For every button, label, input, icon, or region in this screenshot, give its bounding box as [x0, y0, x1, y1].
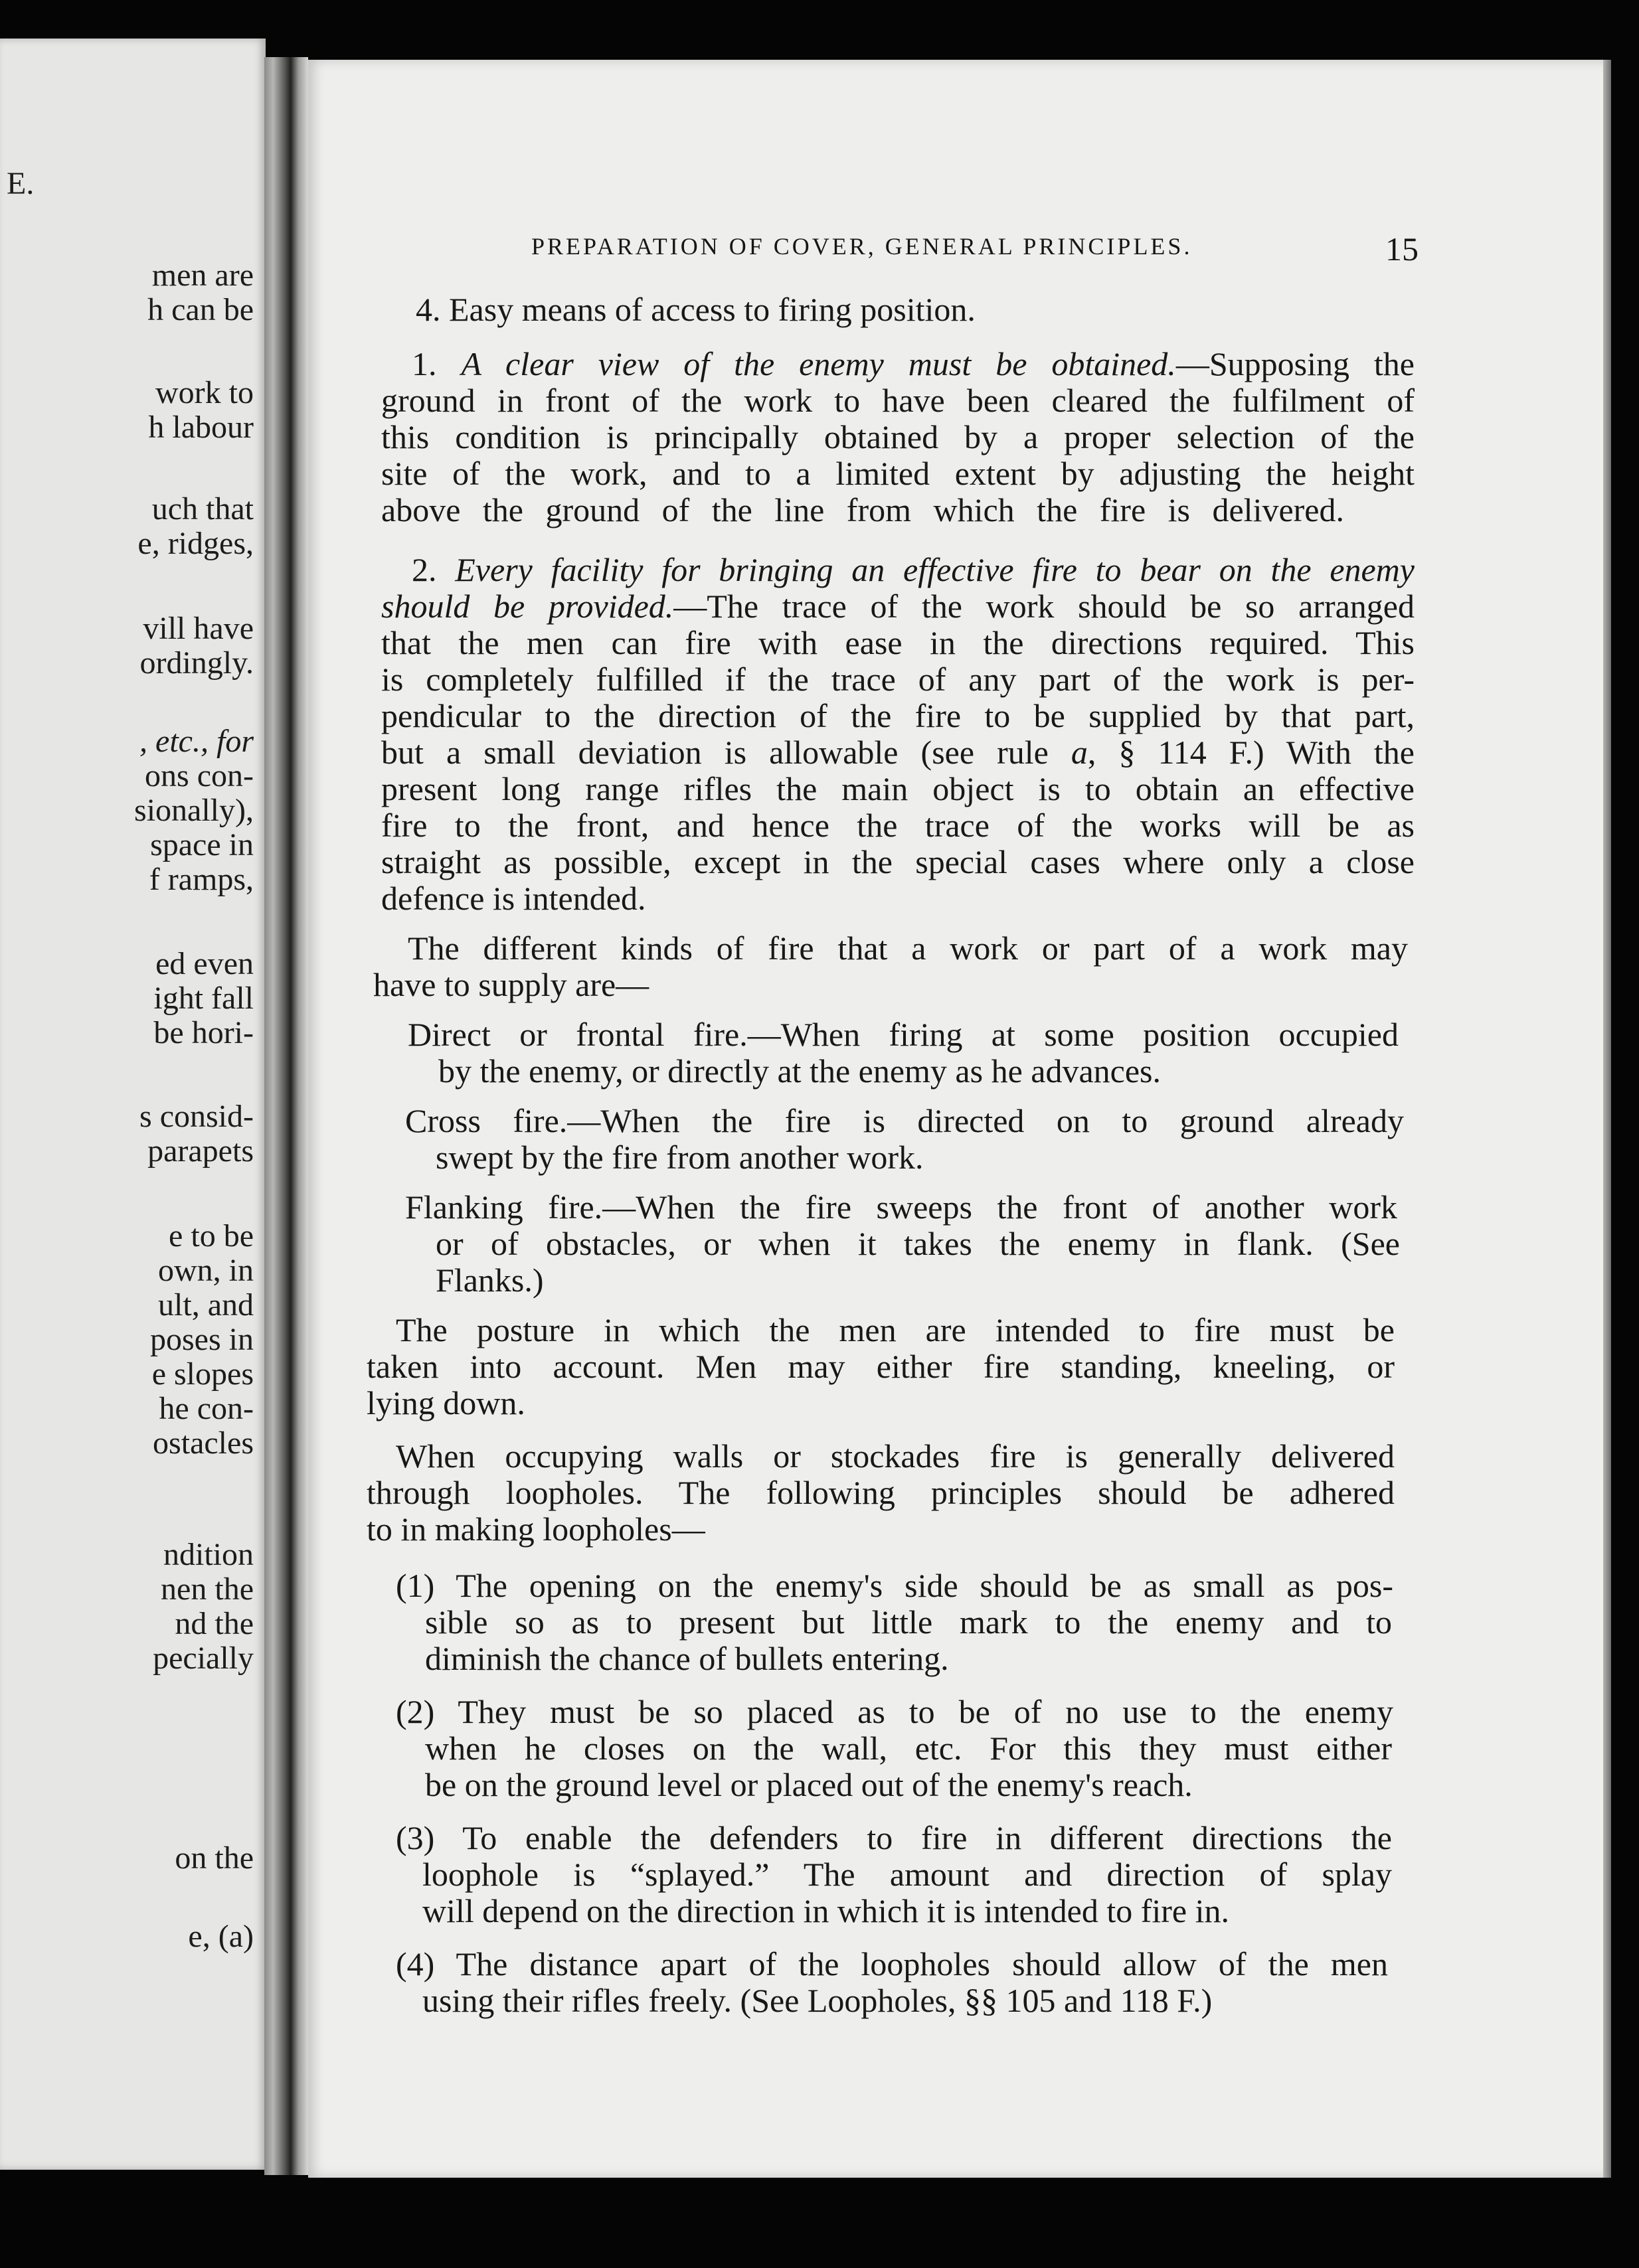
text-line: Direct or frontal fire.—When firing at some position occupied	[408, 1016, 1399, 1053]
text-line: above the ground of the line from which the fire is delivered.	[381, 491, 1344, 528]
text-line: (3) To enable the defenders to fire in different directions the	[396, 1819, 1392, 1856]
text-line: (2) They must be so placed as to be of no use to the enemy	[396, 1693, 1393, 1730]
facing-page-text-fragment: E.	[7, 166, 35, 201]
text-span: , § 114 F.) With the	[1087, 734, 1415, 771]
facing-page-text-fragment: h labour	[148, 410, 254, 445]
facing-page-text-fragment: e slopes	[151, 1356, 254, 1392]
italic-heading-text: should be provided.	[381, 588, 674, 625]
text-line	[381, 588, 1415, 625]
text-line: or of obstacles, or when it takes the enemy in flank. (See	[436, 1225, 1400, 1262]
facing-page-text-fragment: he con-	[159, 1391, 254, 1426]
facing-page-text-fragment: uch that	[151, 491, 254, 526]
facing-page-text-fragment: e to be	[169, 1218, 254, 1254]
italic-heading-text: a	[1071, 734, 1088, 771]
page-number: 15	[1385, 230, 1419, 268]
text-line: Cross fire.—When the fire is directed on to ground already	[405, 1102, 1404, 1139]
facing-page-text-fragment: h can be	[147, 292, 254, 327]
text-span: 1.	[412, 345, 462, 382]
italic-heading-text: A clear view of the enemy must be obtained.	[461, 345, 1176, 382]
text-span: but a small deviation is allowable (see rule	[381, 734, 1071, 771]
facing-page-text-fragment: s consid-	[139, 1099, 254, 1134]
facing-page-text-fragment: pecially	[153, 1641, 254, 1676]
facing-page-text-fragment: parapets	[147, 1133, 254, 1169]
facing-page-text-fragment: ult, and	[158, 1287, 254, 1323]
text-line: pendicular to the direction of the fire to be supplied by that part,	[381, 697, 1415, 734]
text-line: (4) The distance apart of the loopholes should allow of the men	[396, 1945, 1388, 1983]
facing-page-text-fragment: sionally),	[134, 793, 254, 828]
text-line: using their rifles freely. (See Loopholes, §§ 105 and 118 F.)	[422, 1982, 1213, 2019]
facing-page-text-fragment: ed even	[155, 946, 254, 981]
text-line: when he closes on the wall, etc. For this they must either	[425, 1730, 1392, 1767]
text-line: taken into account. Men may either fire standing, kneeling, or	[367, 1348, 1395, 1385]
facing-page-text-fragment: ordingly.	[139, 645, 254, 681]
text-line: through loopholes. The following principles should be adhered	[367, 1474, 1395, 1511]
facing-page-text-fragment: own, in	[158, 1253, 254, 1288]
text-line: loophole is “splayed.” The amount and direction of splay	[422, 1856, 1392, 1893]
facing-page-text-fragment: e, ridges,	[137, 526, 254, 561]
text-span: 2.	[412, 551, 456, 588]
book-gutter	[264, 57, 308, 2175]
text-line: that the men can fire with ease in the directions required. This	[381, 624, 1415, 661]
text-line: is completely fulfilled if the trace of any part of the work is per-	[381, 661, 1415, 698]
facing-page-text-fragment: nd the	[175, 1606, 254, 1641]
facing-page-text-fragment: poses in	[150, 1322, 254, 1357]
text-line: have to supply are—	[373, 966, 649, 1003]
facing-page-text-fragment: ons con-	[145, 758, 254, 793]
text-line: The different kinds of fire that a work or part of a work may	[408, 930, 1408, 967]
text-line: fire to the front, and hence the trace of the works will be as	[381, 807, 1415, 844]
facing-page-text-fragment: vill have	[143, 611, 254, 646]
running-head: PREPARATION OF COVER, GENERAL PRINCIPLES.	[531, 233, 1193, 260]
facing-page-text-fragment: f ramps,	[149, 862, 254, 897]
italic-heading-text: Every facility for bringing an effective fire to bear on the enemy	[455, 551, 1415, 588]
text-span: —Supposing the	[1175, 345, 1415, 382]
text-line: by the enemy, or directly at the enemy as he advances.	[438, 1052, 1161, 1090]
text-line: lying down.	[367, 1384, 525, 1421]
text-line: be on the ground level or placed out of the enemy's reach.	[425, 1766, 1193, 1803]
facing-page-text-fragment: ight fall	[153, 981, 254, 1016]
text-line: this condition is principally obtained by a proper selection of the	[381, 418, 1415, 455]
text-line: Flanking fire.—When the fire sweeps the front of another work	[405, 1188, 1397, 1226]
text-line: 4. Easy means of access to firing position.	[416, 291, 976, 328]
facing-page-text-fragment: e, (a)	[188, 1919, 254, 1954]
text-line: to in making loopholes—	[367, 1510, 705, 1548]
text-line: site of the work, and to a limited extent by adjusting the height	[381, 455, 1415, 492]
text-line: ground in front of the work to have been cleared the fulfilment of	[381, 382, 1415, 419]
text-line: The posture in which the men are intended to fire must be	[396, 1311, 1395, 1348]
facing-page-text-fragment: work to	[155, 375, 254, 410]
facing-page-text-fragment: space in	[150, 827, 254, 862]
facing-page-text-fragment: ndition	[163, 1537, 254, 1572]
text-line: straight as possible, except in the special cases where only a close	[381, 843, 1415, 880]
text-line	[412, 551, 1415, 588]
text-line: (1) The opening on the enemy's side should be as small as pos-	[396, 1567, 1393, 1604]
text-line: present long range rifles the main object is to obtain an effective	[381, 770, 1415, 807]
text-span: —The trace of the work should be so arranged	[673, 588, 1415, 625]
text-line	[412, 345, 1415, 382]
text-line: swept by the fire from another work.	[436, 1139, 924, 1176]
facing-page-text-fragment: men are	[151, 258, 254, 293]
facing-page-fragment	[0, 39, 266, 2170]
page-edge	[1603, 60, 1611, 2178]
facing-page-text-fragment: be hori-	[153, 1015, 254, 1050]
text-line: Flanks.)	[436, 1261, 544, 1299]
facing-page-text-fragment: ostacles	[153, 1425, 254, 1461]
text-line: diminish the chance of bullets entering.	[425, 1640, 949, 1677]
text-line: will depend on the direction in which it is intended to fire in.	[422, 1892, 1230, 1929]
facing-page-text-fragment: nen the	[161, 1572, 254, 1607]
text-line: When occupying walls or stockades fire is generally delivered	[396, 1437, 1395, 1475]
text-line: defence is intended.	[381, 880, 646, 917]
facing-page-text-fragment: , etc., for	[139, 724, 254, 759]
facing-page-text-fragment: on the	[175, 1840, 254, 1876]
text-line: sible so as to present but little mark to the enemy and to	[425, 1603, 1392, 1641]
text-line	[381, 734, 1415, 771]
